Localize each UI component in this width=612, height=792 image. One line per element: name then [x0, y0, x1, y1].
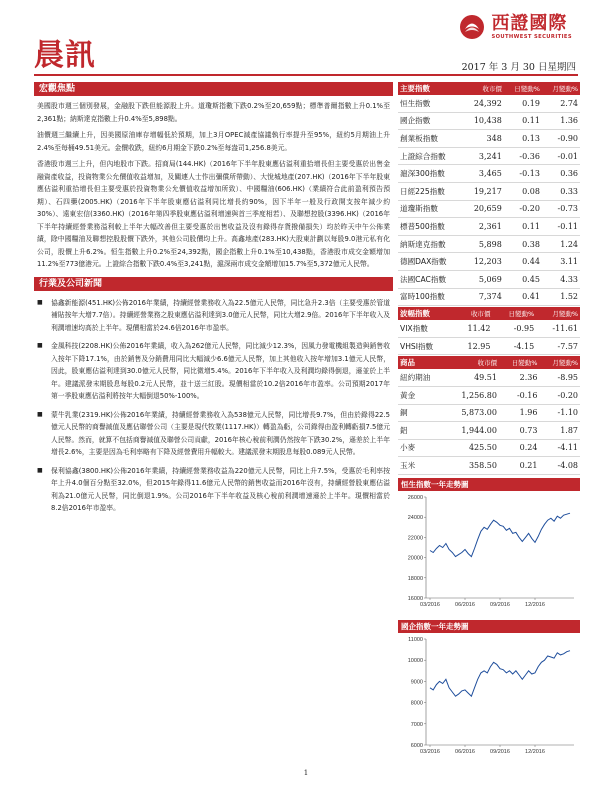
cell-value: 348	[463, 130, 504, 148]
row-label: 日經225指數	[398, 182, 463, 200]
index-row	[398, 182, 580, 200]
column-header: 月變動%	[539, 356, 580, 369]
hsi-chart-title: 恒生指數一年走勢圖	[398, 478, 580, 491]
cell-value: 0.11	[504, 112, 542, 130]
cell-value: 49.51	[445, 369, 499, 386]
news-text: 協鑫新能源(451.HK)公佈2016年業績，持續經營業務收入為22.5億元人民幣，同比急升2.3倍（主要受惠於管道補貼按年大增7.7倍）。持續經營業務之股東應佔溢利達到3.0億元人民幣，同比大增2.9倍。2016年下半年收入及利潤增速均高於上半年。現價相當於24.6倍2016年市盈率。	[51, 298, 390, 332]
y-tick-label: 9000	[410, 679, 423, 686]
row-label: 富時100指數	[398, 288, 463, 306]
row-label: VHSI指數	[398, 337, 453, 355]
bullet-icon: ■	[37, 342, 43, 349]
cell-value: -8.95	[539, 369, 580, 386]
column-header: 日變動%	[504, 82, 542, 95]
cell-value: 0.44	[504, 253, 542, 271]
cell-value: -0.36	[504, 147, 542, 165]
cell-value: -4.08	[539, 457, 580, 475]
cell-value: -0.20	[504, 200, 542, 218]
commodity-row	[398, 457, 580, 475]
volatility-table	[398, 307, 580, 355]
volatility-row	[398, 320, 580, 337]
cell-value: 0.24	[499, 439, 540, 457]
cell-value: -0.90	[542, 130, 580, 148]
cell-value: 0.21	[499, 457, 540, 475]
right-column	[398, 82, 580, 765]
commodity-row	[398, 404, 580, 422]
cell-value: -4.11	[539, 439, 580, 457]
bullet-icon: ■	[37, 466, 43, 474]
cell-value: 5,898	[463, 235, 504, 253]
news-item	[37, 465, 390, 515]
commodity-row	[398, 386, 580, 404]
news-item	[37, 409, 390, 459]
page-title: 晨訊	[34, 38, 96, 73]
row-label: 黃金	[398, 386, 445, 404]
cell-value: 4.33	[542, 270, 580, 288]
y-tick-label: 16000	[407, 595, 423, 602]
cell-value: 5,873.00	[445, 404, 499, 422]
y-tick-label: 8000	[410, 700, 423, 707]
row-label: 創業板指數	[398, 130, 463, 148]
index-row	[398, 130, 580, 148]
cell-value: 0.36	[542, 165, 580, 183]
x-tick-label: 06/2016	[455, 601, 475, 608]
volatility-row	[398, 337, 580, 355]
cell-value: 0.73	[499, 422, 540, 440]
cell-value: 0.13	[504, 130, 542, 148]
row-label: 道瓊斯指數	[398, 200, 463, 218]
row-label: 滬深300指數	[398, 165, 463, 183]
cell-value: 0.33	[542, 182, 580, 200]
index-row	[398, 270, 580, 288]
y-tick-label: 11000	[408, 636, 423, 643]
cell-value: -0.11	[542, 218, 580, 236]
index-row	[398, 147, 580, 165]
bullet-icon: ■	[37, 298, 43, 306]
row-label: VIX指數	[398, 320, 453, 337]
x-tick-label: 12/2016	[525, 601, 545, 608]
cell-value: 0.08	[504, 182, 542, 200]
column-header: 收市價	[445, 356, 499, 369]
cell-value: 20,659	[463, 200, 504, 218]
index-row	[398, 95, 580, 112]
report-date: 2017 年 3 月 30 日星期四	[461, 62, 576, 73]
index-row	[398, 288, 580, 306]
cell-value: 1,944.00	[445, 422, 499, 440]
column-header: 波幅指數	[398, 307, 453, 320]
x-tick-label: 06/2016	[455, 748, 475, 755]
index-row	[398, 200, 580, 218]
cell-value: -1.10	[539, 404, 580, 422]
bullet-icon: ■	[37, 410, 43, 418]
table-header-row	[398, 82, 580, 95]
cell-value: 12.95	[453, 337, 493, 355]
news-text: 保利協鑫(3800.HK)公佈2016年業績，持續經營業務收益為220億元人民幣，同比上升7.5%，受惠於毛利率按年上升4.0個百分點至32.0%，但2015年錄得11.6億元人民幣的銷售收益而2016年沒有，持續經營股東應佔溢利為21.0億元人民幣，同比倒退1.9%。公司2016年下半年收益及核心稅前利潤增速遜於上半年。現價相當於8.2倍2016年市盈率。	[51, 466, 390, 512]
column-header: 收市價	[463, 82, 504, 95]
cell-value: 2.36	[499, 369, 540, 386]
cell-value: 3,465	[463, 165, 504, 183]
commodity-row	[398, 439, 580, 457]
cell-value: 425.50	[445, 439, 499, 457]
index-row	[398, 253, 580, 271]
cell-value: 1.87	[539, 422, 580, 440]
row-label: 法國CAC指數	[398, 270, 463, 288]
y-tick-label: 10000	[407, 658, 423, 665]
index-row	[398, 112, 580, 130]
cell-value: -7.57	[536, 337, 580, 355]
brand-name-en: SOUTHWEST SECURITIES	[491, 34, 572, 40]
column-header: 日變動%	[499, 356, 540, 369]
column-header: 月變動%	[536, 307, 580, 320]
brand-mark-icon	[459, 14, 485, 40]
hsi-chart	[398, 491, 580, 614]
news-text: 金風科技(2208.HK)公佈2016年業績，收入為262億元人民幣，同比減少12.3%，因風力發電機組製造與銷售收入按年下降17.1%，由於銷售及分銷費用同比大幅減少6.6億元人民幣，加上其他收入按年增加3.1億元人民幣，因此，股東應佔溢利達到30.0億元人民幣，同比微增5.4%。2016年下半年收入及利潤均錄得倒退，遜並於上半年。建議派發末期股息每股0.2元人民幣，並十送三紅股。現價相當於10.2倍2016年市盈率。公司預期2017年第一季股東應佔溢利將按年大幅倒退50%-100%。	[51, 342, 390, 400]
cell-value: 1,256.80	[445, 386, 499, 404]
cell-value: -0.13	[504, 165, 542, 183]
commodity-table	[398, 356, 580, 475]
y-tick-label: 6000	[410, 742, 423, 749]
row-label: 小麥	[398, 439, 445, 457]
column-header: 商品	[398, 356, 445, 369]
row-label: 紐約期油	[398, 369, 445, 386]
table-header-row	[398, 356, 580, 369]
row-label: 德國DAX指數	[398, 253, 463, 271]
table-header-row	[398, 307, 580, 320]
hscei-chart-title: 國企指數一年走勢圖	[398, 620, 580, 633]
y-tick-label: 20000	[407, 555, 423, 562]
row-label: 鋁	[398, 422, 445, 440]
cell-value: -0.01	[542, 147, 580, 165]
y-tick-label: 7000	[410, 721, 423, 728]
x-tick-label: 12/2016	[525, 748, 545, 755]
market-focus-header: 宏觀焦點	[34, 82, 393, 96]
cell-value: -0.73	[542, 200, 580, 218]
cell-value: -0.20	[539, 386, 580, 404]
row-label: 銅	[398, 404, 445, 422]
column-header: 日變動%	[492, 307, 536, 320]
column-header: 主要指數	[398, 82, 463, 95]
cell-value: 1.52	[542, 288, 580, 306]
commodity-row	[398, 369, 580, 386]
index-row	[398, 235, 580, 253]
cell-value: 5,069	[463, 270, 504, 288]
x-tick-label: 09/2016	[490, 601, 510, 608]
commodity-row	[398, 422, 580, 440]
y-tick-label: 24000	[407, 515, 423, 522]
cell-value: 12,203	[463, 253, 504, 271]
cell-value: 0.38	[504, 235, 542, 253]
index-row	[398, 165, 580, 183]
cell-value: 0.19	[504, 95, 542, 112]
cell-value: 11.42	[453, 320, 493, 337]
series-line	[430, 651, 570, 697]
cell-value: 1.24	[542, 235, 580, 253]
cell-value: 19,217	[463, 182, 504, 200]
header-divider	[34, 74, 578, 76]
cell-value: 3.11	[542, 253, 580, 271]
left-column	[34, 82, 393, 519]
indices-table	[398, 82, 580, 306]
cell-value: 0.41	[504, 288, 542, 306]
series-line	[430, 513, 570, 556]
news-text: 蒙牛乳業(2319.HK)公佈2016年業績，持續經營業務收入為538億元人民幣，同比增長9.7%，但由於錄得22.5億元人民幣的商譽減值及應佔聯營公司（主要是現代牧業(1117.HK)）轉盈為虧，公司錄得由盈利轉虧損7.5億元人民幣。然而，就算不包括商譽減值及聯營公司貢獻，2016年核心稅前利潤仍然按年下跌30.2%，遜差於上半年增長2.6%，主要是因為毛利率略有下降及經營費用升幅較大。建議派發末期股息每股0.089元人民幣。	[51, 410, 390, 456]
company-news-header: 行業及公司新聞	[34, 277, 393, 291]
cell-value: 358.50	[445, 457, 499, 475]
row-label: 納斯達克指數	[398, 235, 463, 253]
brand-logo	[459, 14, 572, 40]
brand-name-cn: 西證國際	[491, 13, 568, 34]
cell-value: 1.36	[542, 112, 580, 130]
cell-value: 24,392	[463, 95, 504, 112]
cell-value: -0.16	[499, 386, 540, 404]
y-tick-label: 26000	[407, 494, 423, 501]
row-label: 標普500指數	[398, 218, 463, 236]
cell-value: -4.15	[492, 337, 536, 355]
cell-value: 2.74	[542, 95, 580, 112]
cell-value: 0.45	[504, 270, 542, 288]
row-label: 上證綜合指數	[398, 147, 463, 165]
news-item	[37, 297, 390, 335]
column-header: 收市價	[453, 307, 493, 320]
market-focus-paragraph: 美國股市週三個別發展，金融股下跌但能源股上升。道瓊斯指數下跌0.2%至20,659點；標準普爾指數上升0.1%至2,361點；納斯達克指數上升0.4%至5,898點。	[37, 102, 390, 123]
cell-value: 7,374	[463, 288, 504, 306]
cell-value: 0.11	[504, 218, 542, 236]
x-tick-label: 03/2016	[420, 601, 440, 608]
page-number: 1	[303, 769, 309, 777]
market-focus-paragraph: 香港股市週三上升，但內地股市下跌。招商局(144.HK)（2016年下半年股東應佔溢利重拾增長但主要受惠於出售金融資產收益，投資物業公允價值收益增加，及關連人士作出彌償所帶動）、大悅城地產(207.HK)（2016年下半年股東應佔溢利重拾增長但主要受惠於投資物業公允價值收益增加所致）、中國糧油(606.HK)（業績符合此前盈利預告預期）、石四藥(2005.HK)（2016年下半年股東應佔溢利同比增長約90%，因下半年一般及行政開支按年減少約30%）、遠東宏信(3360.HK)（2016年第四季股東應佔溢利增速與首三季度相若）、及聯想控股(3396.HK)（2016年下半年持續經營業務溢利較上半年大幅改善但主要受惠於出售收益及沒有錄得存貨撥備損失）均於昨天中午公佈業績，除中國糧油及聯想控股股價下跌外，其他公司股價均上升。高鑫地產(283.HK)大股東計劃以每股9.0港元私有化公司，股價上升6.2%。恒生指數上升0.2%至24,392點，國企指數上升0.1%至10,438點，香港股市成交金額增加11.2%至773億港元。上證綜合指數下跌0.4%至3,241點，滬深兩市成交金額增加15.7%至5,372億元人民幣。	[37, 160, 390, 268]
row-label: 國企指數	[398, 112, 463, 130]
x-tick-label: 09/2016	[490, 748, 510, 755]
y-tick-label: 18000	[407, 575, 423, 582]
column-header: 月變動%	[542, 82, 580, 95]
index-row	[398, 218, 580, 236]
row-label: 恒生指數	[398, 95, 463, 112]
y-tick-label: 22000	[407, 535, 423, 542]
cell-value: 3,241	[463, 147, 504, 165]
cell-value: 2,361	[463, 218, 504, 236]
cell-value: 10,438	[463, 112, 504, 130]
market-focus-paragraph: 油價週三繼續上升，因美國原油庫存增幅低於預期，加上3月OPEC減產協議執行率提升至95%，紐約5月期油上升2.4%至每桶49.51美元。金價收跌，紐約6月期金下跌0.2%至每盎司1,256.8美元。	[37, 131, 390, 152]
cell-value: -11.61	[536, 320, 580, 337]
cell-value: 1.96	[499, 404, 540, 422]
news-item	[37, 340, 390, 403]
x-tick-label: 03/2016	[420, 748, 440, 755]
row-label: 玉米	[398, 457, 445, 475]
cell-value: -0.95	[492, 320, 536, 337]
hscei-chart	[398, 633, 580, 761]
